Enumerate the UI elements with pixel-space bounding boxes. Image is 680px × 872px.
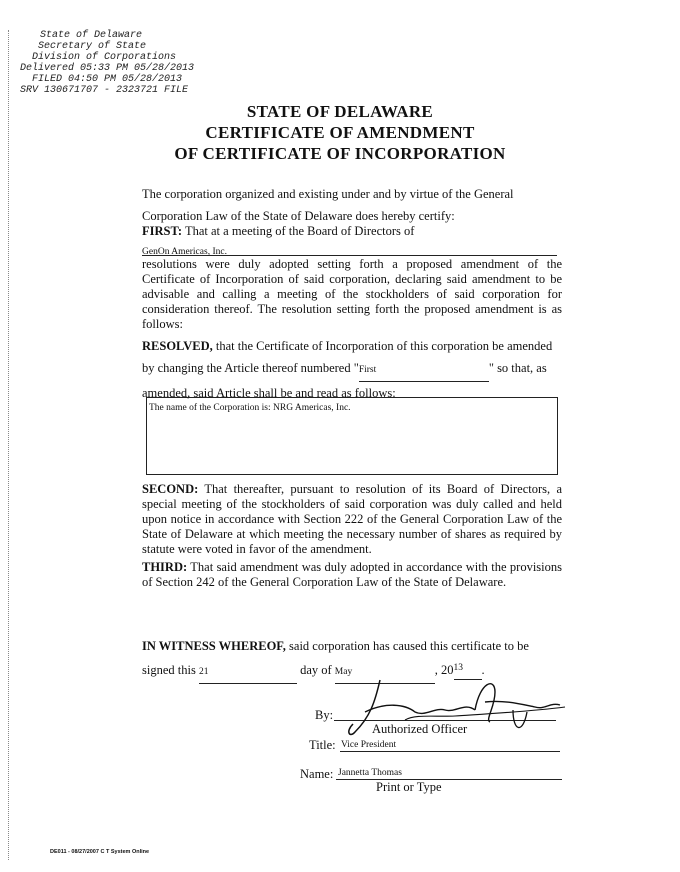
resolved-text-1: that the Certificate of Incorporation of this corporation be amended: [215, 339, 553, 353]
stamp-line: State of Delaware: [40, 30, 143, 41]
left-margin-dotted-rule: [8, 30, 9, 860]
corporation-name: GenOn Americas, Inc.: [142, 247, 227, 257]
title-underline: [340, 751, 560, 752]
second-clause: [142, 482, 562, 557]
second-label: SECOND:: [142, 482, 199, 496]
intro-line-1: The corporation organized and existing under and by virtue of the General: [142, 187, 514, 201]
name-label: Name:: [300, 767, 334, 781]
document-title: [100, 101, 580, 164]
title-label: Title:: [309, 738, 336, 752]
resolutions-paragraph: resolutions were duly adopted setting forth a proposed amendment of the Certificate of Incorporation of said corporation, declaring said amendment to be advisable and calling a meeting of the stockholders of said corporation for consideration thereof. The resolution setting forth the proposed amendment is as follows:: [142, 257, 562, 331]
resolved-clause: [142, 335, 562, 404]
stamp-line: Secretary of State: [38, 41, 147, 52]
print-or-type-label: Print or Type: [376, 780, 442, 794]
stamp-line: FILED 04:50 PM 05/28/2013: [32, 74, 183, 85]
resolved-text-2-suffix: " so that, as: [488, 361, 547, 375]
second-text: That thereafter, pursuant to resolution of its Board of Directors, a special meeting of the stockholders of said corporation was duly called and held upon notice in accordance with Section 222 of the General Corporation Law of the State of Delaware at which meeting the necessary number of shares as required by statute were voted in favor of the amendment.: [142, 482, 562, 556]
intro-line-2: Corporation Law of the State of Delaware does hereby certify:: [142, 209, 455, 223]
authorized-officer-label: Authorized Officer: [372, 722, 468, 736]
resolved-text-2-prefix: by changing the Article thereof numbered ": [142, 361, 359, 375]
amendment-text: The name of the Corporation is: NRG Americas, Inc.: [149, 403, 351, 413]
signed-this-label: signed this: [142, 663, 196, 677]
name-value: Jannetta Thomas: [338, 768, 402, 778]
resolved-label: RESOLVED,: [142, 339, 213, 353]
title-line-1: STATE OF DELAWARE: [246, 102, 434, 121]
witness-label: IN WITNESS WHEREOF,: [142, 639, 286, 653]
year-field: 13: [454, 657, 482, 680]
first-clause: [142, 224, 562, 240]
month-field: May: [335, 661, 435, 684]
amendment-text-box: [146, 397, 558, 475]
period: .: [481, 663, 485, 677]
filing-stamp: [20, 30, 220, 96]
stamp-line: Delivered 05:33 PM 05/28/2013: [20, 63, 195, 74]
day-field: 21: [199, 661, 297, 684]
day-of-label: day of: [300, 663, 332, 677]
by-label: By:: [315, 708, 334, 722]
form-footer-code: DE011 - 08/27/2007 C T System Online: [50, 849, 150, 855]
title-line-3: OF CERTIFICATE OF INCORPORATION: [174, 144, 506, 163]
article-number-field: First: [359, 359, 489, 382]
first-text: That at a meeting of the Board of Directors of: [184, 224, 415, 238]
witness-text: said corporation has caused this certificate to be: [289, 639, 529, 653]
resolved-text-3: amended, said Article shall be and read as follows:: [142, 386, 396, 400]
third-clause: [142, 560, 562, 590]
first-label: FIRST:: [142, 224, 183, 238]
signature-block: [300, 680, 570, 800]
stamp-line: SRV 130671707 - 2323721 FILE: [20, 85, 189, 96]
stamp-line: Division of Corporations: [32, 52, 177, 63]
third-text: That said amendment was duly adopted in accordance with the provisions of Section 242 of the General Corporation Law of the State of Delaware.: [142, 560, 562, 589]
title-value: Vice President: [341, 740, 397, 750]
intro-paragraph: [142, 183, 562, 227]
name-underline: [336, 779, 562, 780]
corporation-name-line: [142, 243, 557, 256]
third-label: THIRD:: [142, 560, 188, 574]
title-line-2: CERTIFICATE OF AMENDMENT: [205, 123, 475, 142]
year-prefix: , 20: [434, 663, 454, 677]
